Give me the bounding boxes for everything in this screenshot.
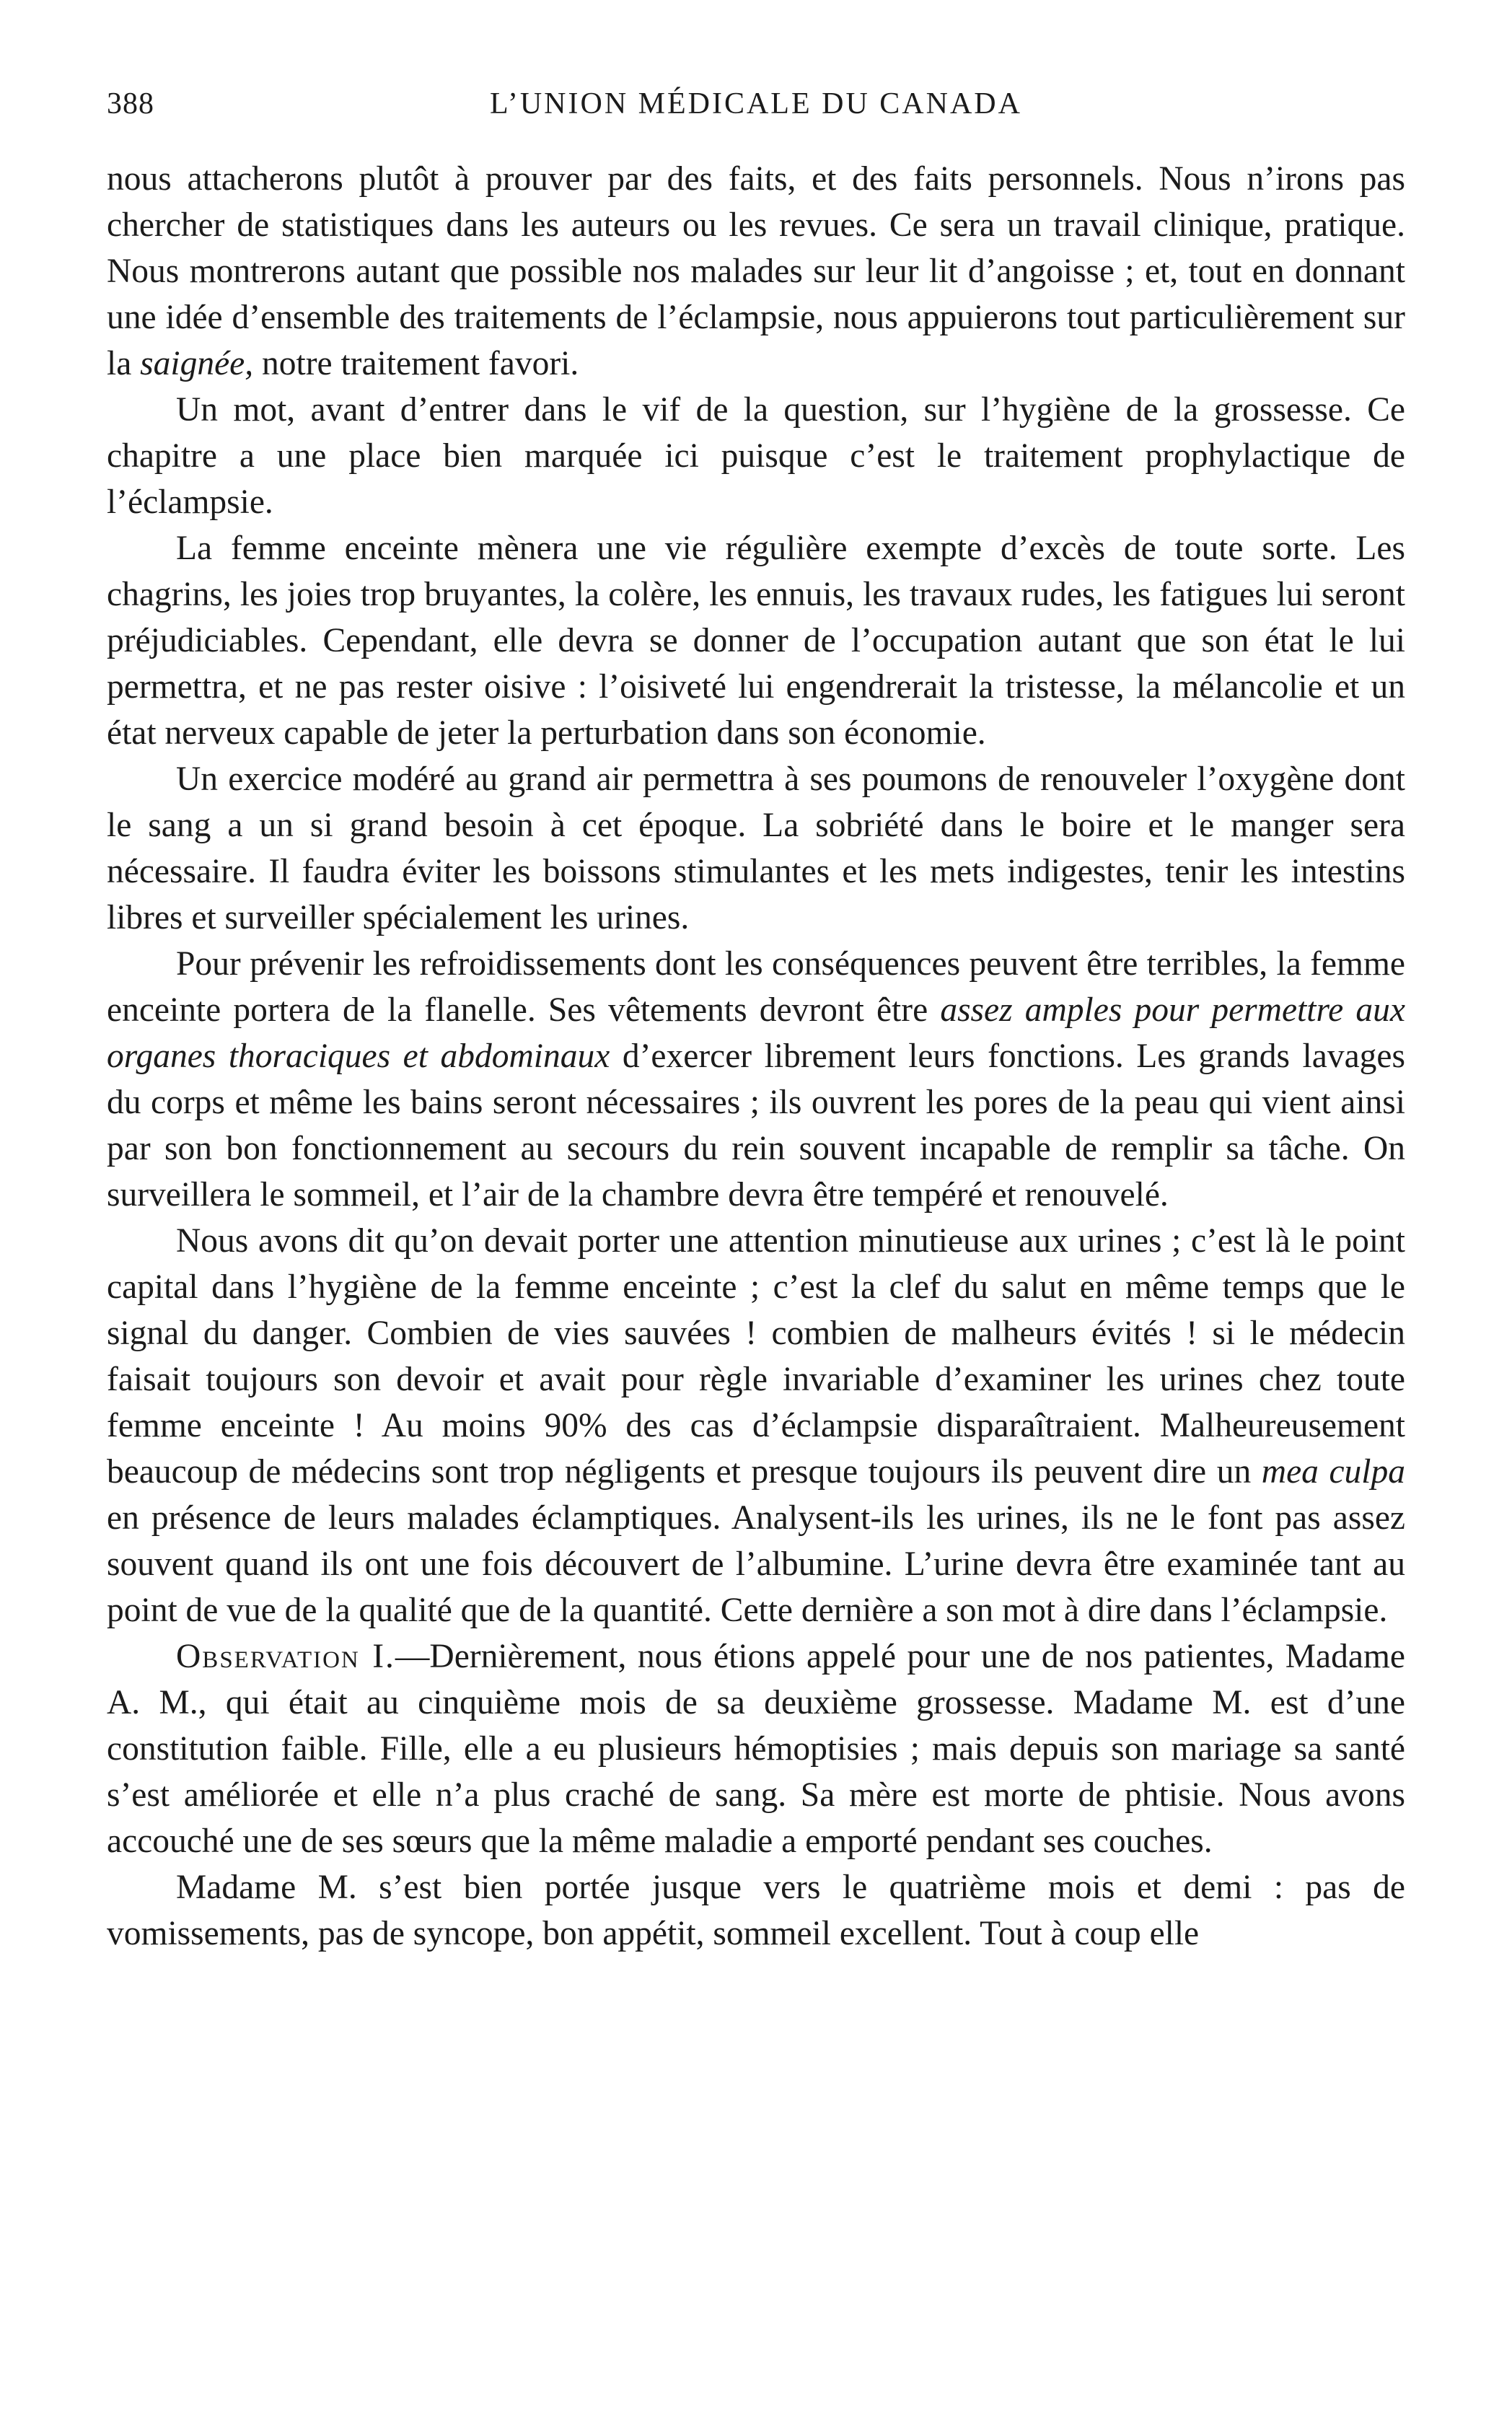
paragraph-5 (107, 941, 1405, 1218)
paragraph-5-text-b: d’exercer librement leurs fonctions. Les grands lavages du corps et même les bains seront nécessaires ; ils ouvrent les pores de la peau qui vient ainsi par son bon fonctionnement au secours du rein souvent incapable de remplir sa tâche. On surveillera le sommeil, et l’air de la chambre devra être tempéré et renouvelé. (107, 1037, 1405, 1214)
paragraph-8: Madame M. s’est bien portée jusque vers le quatrième mois et demi : pas de vomissements, pas de syncope, bon appétit, sommeil excellent. Tout à coup elle (107, 1869, 1405, 1952)
paragraph-1-text-b: notre traitement favori. (253, 345, 579, 382)
paragraph-7 (107, 1633, 1405, 1864)
observation-heading: Observation I. (176, 1638, 395, 1675)
paragraph-1-text-a: nous attacherons plutôt à prouver par des faits, et des faits personnels. Nous n’irons pas chercher de statistiques dans les auteurs ou les revues. Ce sera un travail clinique, pratique. Nous montrerons autant que possible nos malades sur leur lit d’angoisse ; et, tout en donnant une idée d’ensemble des traitements de l’éclampsie, nous appuierons tout particulièrement sur la (107, 160, 1405, 382)
paragraph-5-text-a: Pour prévenir les refroidissements dont les conséquences peuvent être terribles, la femme enceinte portera de la flanelle. Ses vêtements devront être (107, 945, 1405, 1029)
paragraph-5-italic: assez amples pour permettre aux organes thoraciques et abdominaux (107, 991, 1405, 1075)
page-number: 388 (107, 87, 154, 120)
paragraph-6 (107, 1218, 1405, 1633)
paragraph-7-text: —Dernièrement, nous étions appelé pour une de nos patientes, Madame A. M., qui était au cinquième mois de sa deuxième grossesse. Madame M. est d’une constitution faible. Fille, elle a eu plusieurs hémoptisies ; mais depuis son mariage sa santé s’est améliorée et elle n’a plus craché de sang. Sa mère est morte de phtisie. Nous avons accouché une de ses sœurs que la même maladie a emporté pendant ses couches. (107, 1638, 1405, 1860)
document-page (107, 87, 1405, 2381)
paragraph-6-text-b: en présence de leurs malades éclamptiques. Analysent-ils les urines, ils ne le font pas assez souvent quand ils ont une fois découvert de l’albumine. L’urine devra être examinée tant au point de vue de la qualité que de la quantité. Cette dernière a son mot à dire dans l’éclampsie. (107, 1499, 1405, 1629)
paragraph-2: Un mot, avant d’entrer dans le vif de la question, sur l’hygiène de la grossesse. Ce chapitre a une place bien marquée ici puisque c’est le traitement prophylactique de l’éclampsie. (107, 391, 1405, 521)
paragraph-1 (107, 156, 1405, 387)
paragraph-4: Un exercice modéré au grand air permettra à ses poumons de renouveler l’oxygène dont le sang a un si grand besoin à cet époque. La sobriété dans le boire et le manger sera nécessaire. Il faudra éviter les boissons stimulantes et les mets indigestes, tenir les intestins libres et surveiller spécialement les urines. (107, 760, 1405, 936)
paragraph-6-italic: mea culpa (1261, 1453, 1405, 1491)
running-head (107, 87, 1405, 137)
paragraph-6-text-a: Nous avons dit qu’on devait porter une attention minutieuse aux urines ; c’est là le point capital dans l’hygiène de la femme enceinte ; c’est la clef du salut en même temps que le signal du danger. Combien de vies sauvées ! combien de malheurs évités ! si le médecin faisait toujours son devoir et avait pour règle invariable d’examiner les urines chez toute femme enceinte ! Au moins 90% des cas d’éclampsie disparaîtraient. Malheureusement beaucoup de médecins sont trop négligents et presque toujours ils peuvent dire un (107, 1222, 1405, 1491)
journal-title: L’UNION MÉDICALE DU CANADA (490, 87, 1022, 120)
article-body (107, 156, 1405, 1957)
paragraph-3: La femme enceinte mènera une vie régulière exempte d’excès de toute sorte. Les chagrins, les joies trop bruyantes, la colère, les ennuis, les travaux rudes, les fatigues lui seront préjudiciables. Cependant, elle devra se donner de l’occupation autant que son état le lui permettra, et ne pas rester oisive : l’oisiveté lui engendrerait la tristesse, la mélancolie et un état nerveux capable de jeter la perturbation dans son économie. (107, 530, 1405, 752)
paragraph-1-italic: saignée, (140, 345, 254, 382)
